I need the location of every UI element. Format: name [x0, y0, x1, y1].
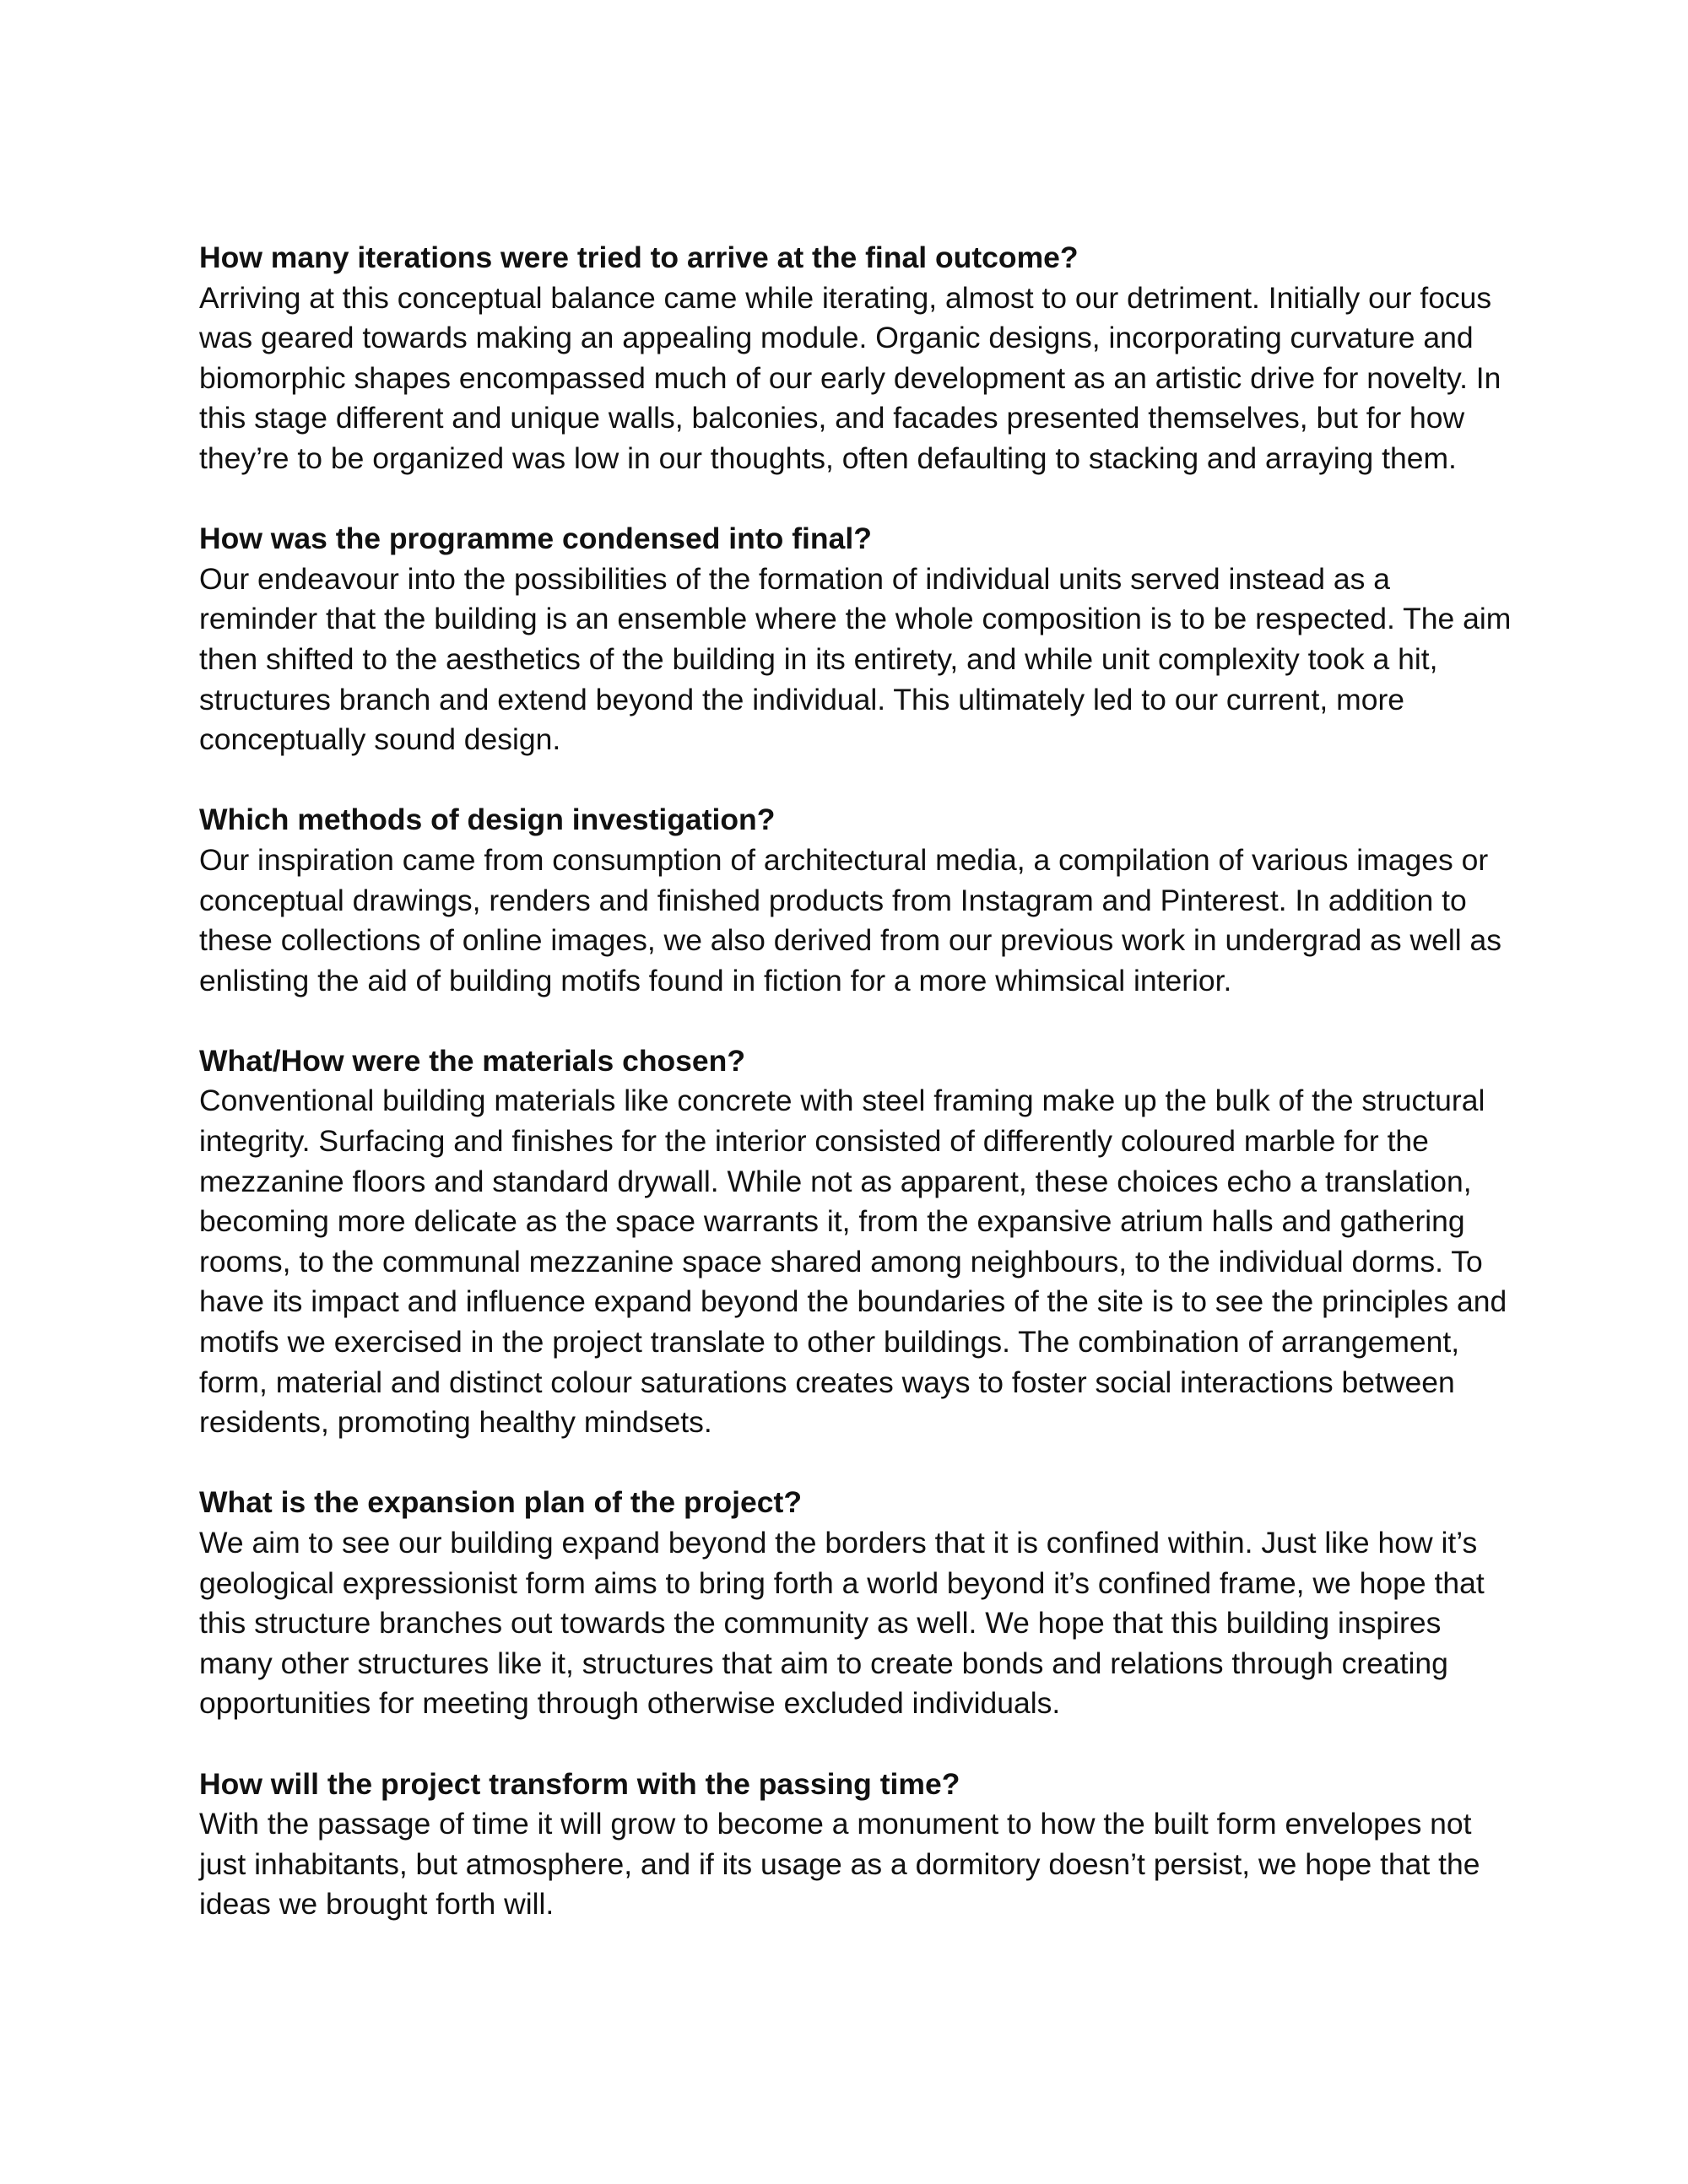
section-heading: What/How were the materials chosen? [199, 1043, 746, 1078]
section-heading: Which methods of design investigation? [199, 803, 776, 837]
section-paragraph: Our inspiration came from consumption of architectural media, a compilation of various images or conceptual drawings, renders and finished products from Instagram and Pinterest. In addition to these collections of online images, we also derived from our previous work in undergrad as well as enlisting the aid of building motifs found in fiction for a more whimsical interior. [199, 842, 1502, 997]
qa-section-programme [199, 519, 1516, 760]
qa-section-materials [199, 1041, 1516, 1443]
section-heading: How will the project transform with the passing time? [199, 1766, 960, 1801]
section-paragraph: We aim to see our building expand beyond the borders that it is confined within. Just like how it’s geological expressionist form aims to bring forth a world beyond it’s confined frame, we hope that this structure branches out towards the community as well. We hope that this building inspires many other structures like it, structures that aim to create bonds and relations through creating opportunities for meeting through otherwise excluded individuals. [199, 1526, 1485, 1721]
qa-section-expansion [199, 1483, 1516, 1724]
section-paragraph: Conventional building materials like concrete with steel framing make up the bulk of the structural integrity. Surfacing and finishes for the interior consisted of differently coloured marble for the mezzanine floors and standard drywall. While not as apparent, these choices echo a translation, becoming more delicate as the space warrants it, from the expansive atrium halls and gathering rooms, to the communal mezzanine space shared among neighbours, to the individual dorms. To have its impact and influence expand beyond the boundaries of the site is to see the principles and motifs we exercised in the project translate to other buildings. The combination of arrangement, form, material and distinct colour saturations creates ways to foster social interactions between residents, promoting healthy mindsets. [199, 1084, 1507, 1440]
section-heading: What is the expansion plan of the project? [199, 1485, 803, 1520]
section-paragraph: Arriving at this conceptual balance came while iterating, almost to our detriment. Initially our focus was geared towards making an appealing module. Organic designs, incorporating curvature and biomorphic shapes encompassed much of our early development as an artistic drive for novelty. In this stage different and unique walls, balconies, and facades presented themselves, but for how they’re to be organized was low in our thoughts, often defaulting to stacking and arraying them. [199, 280, 1501, 475]
section-paragraph: Our endeavour into the possibilities of the formation of individual units served instead as a reminder that the building is an ensemble where the whole composition is to be respected. The aim then shifted to the aesthetics of the building in its entirety, and while unit complexity took a hit, structures branch and extend beyond the individual. This ultimately led to our current, more conceptually sound design. [199, 561, 1512, 757]
qa-section-iterations [199, 238, 1516, 479]
qa-section-transform [199, 1765, 1516, 1925]
section-paragraph: With the passage of time it will grow to become a monument to how the built form envelopes not just inhabitants, but atmosphere, and if its usage as a dormitory doesn’t persist, we hope that the ideas we brought forth will. [199, 1807, 1480, 1922]
section-heading: How was the programme condensed into final? [199, 522, 872, 556]
section-heading: How many iterations were tried to arrive at the final outcome? [199, 241, 1079, 274]
qa-section-methods [199, 800, 1516, 1001]
document-body [199, 238, 1516, 1965]
